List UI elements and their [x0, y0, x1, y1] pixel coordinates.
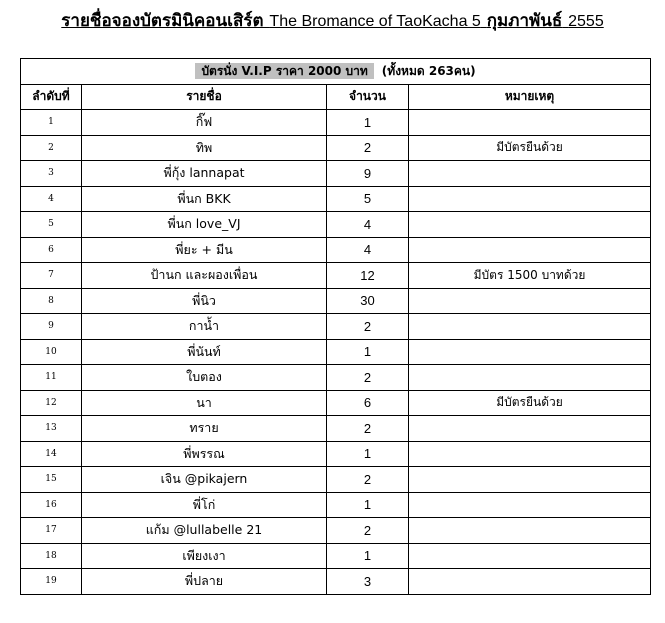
column-header-qty: จำนวน [327, 84, 409, 110]
row-name: นา [82, 390, 327, 416]
row-quantity: 1 [327, 492, 409, 518]
row-quantity: 2 [327, 467, 409, 493]
table-row [21, 365, 651, 391]
table-row [21, 314, 651, 340]
row-note [409, 416, 651, 442]
table-row [21, 416, 651, 442]
table-row [21, 110, 651, 136]
row-number: 12 [21, 390, 82, 416]
row-name: พี่พรรณ [82, 441, 327, 467]
row-number: 14 [21, 441, 82, 467]
row-note [409, 186, 651, 212]
column-header-no: ลำดับที่ [21, 84, 82, 110]
row-number: 3 [21, 161, 82, 187]
row-note [409, 518, 651, 544]
table-row [21, 518, 651, 544]
row-name: พี่นก love_VJ [82, 212, 327, 238]
row-number: 15 [21, 467, 82, 493]
row-name: พี่โก่ [82, 492, 327, 518]
row-quantity: 3 [327, 569, 409, 595]
row-name: เจิน @pikajern [82, 467, 327, 493]
row-quantity: 1 [327, 441, 409, 467]
row-name: พี่ยะ + มีน [82, 237, 327, 263]
row-note [409, 212, 651, 238]
row-name: พี่นันท์ [82, 339, 327, 365]
row-note [409, 492, 651, 518]
table-row [21, 263, 651, 289]
row-number: 11 [21, 365, 82, 391]
row-quantity: 2 [327, 518, 409, 544]
row-quantity: 6 [327, 390, 409, 416]
table-row [21, 492, 651, 518]
table-row [21, 288, 651, 314]
row-name: เพียงเงา [82, 543, 327, 569]
row-name: พี่นก BKK [82, 186, 327, 212]
row-quantity: 1 [327, 339, 409, 365]
row-quantity: 5 [327, 186, 409, 212]
row-note [409, 339, 651, 365]
row-number: 17 [21, 518, 82, 544]
row-name: ป้านก และผองเพื่อน [82, 263, 327, 289]
booking-table [20, 58, 651, 595]
table-row [21, 339, 651, 365]
row-number: 8 [21, 288, 82, 314]
table-row [21, 161, 651, 187]
table-row [21, 237, 651, 263]
row-quantity: 12 [327, 263, 409, 289]
row-name: กาน้ำ [82, 314, 327, 340]
row-quantity: 2 [327, 365, 409, 391]
row-name: แก้ม @lullabelle 21 [82, 518, 327, 544]
ticket-total-count: (ทั้งหมด 263คน) [381, 63, 476, 78]
row-name: ทราย [82, 416, 327, 442]
row-quantity: 4 [327, 237, 409, 263]
row-name: ทิพ [82, 135, 327, 161]
row-name: กิ๊ฟ [82, 110, 327, 136]
row-note [409, 161, 651, 187]
title-year: 2555 [568, 13, 604, 30]
table-row [21, 441, 651, 467]
row-note [409, 237, 651, 263]
row-number: 1 [21, 110, 82, 136]
title-thai-part1: รายชื่อจองบัตรมินิคอนเสิร์ต [61, 11, 264, 31]
document-title [0, 8, 665, 35]
title-thai-part2: กุมภาพันธ์ [486, 11, 563, 31]
ticket-banner-row [21, 59, 651, 85]
column-header-row [21, 84, 651, 110]
row-number: 19 [21, 569, 82, 595]
row-quantity: 9 [327, 161, 409, 187]
row-number: 9 [21, 314, 82, 340]
row-number: 10 [21, 339, 82, 365]
row-number: 4 [21, 186, 82, 212]
row-note: มีบัตรยืนด้วย [409, 135, 651, 161]
row-note [409, 110, 651, 136]
row-note [409, 314, 651, 340]
row-note [409, 467, 651, 493]
row-number: 18 [21, 543, 82, 569]
row-quantity: 1 [327, 543, 409, 569]
row-note [409, 569, 651, 595]
row-note [409, 543, 651, 569]
table-row [21, 212, 651, 238]
row-name: ใบตอง [82, 365, 327, 391]
row-number: 7 [21, 263, 82, 289]
row-quantity: 2 [327, 135, 409, 161]
row-name: พี่ปลาย [82, 569, 327, 595]
table-row [21, 543, 651, 569]
ticket-type-label: บัตรนั่ง V.I.P ราคา 2000 บาท [195, 63, 373, 79]
row-quantity: 1 [327, 110, 409, 136]
row-number: 13 [21, 416, 82, 442]
row-note [409, 365, 651, 391]
row-quantity: 2 [327, 314, 409, 340]
column-header-name: รายชื่อ [82, 84, 327, 110]
table-row [21, 569, 651, 595]
row-number: 5 [21, 212, 82, 238]
row-note [409, 288, 651, 314]
row-quantity: 30 [327, 288, 409, 314]
row-number: 16 [21, 492, 82, 518]
table-row [21, 390, 651, 416]
row-note: มีบัตร 1500 บาทด้วย [409, 263, 651, 289]
row-note: มีบัตรยืนด้วย [409, 390, 651, 416]
row-name: พี่นิว [82, 288, 327, 314]
row-quantity: 4 [327, 212, 409, 238]
booking-rows [21, 110, 651, 595]
table-row [21, 467, 651, 493]
ticket-banner-cell [21, 59, 651, 85]
row-number: 6 [21, 237, 82, 263]
row-quantity: 2 [327, 416, 409, 442]
column-header-note: หมายเหตุ [409, 84, 651, 110]
title-event-name: The Bromance of TaoKacha 5 [269, 13, 481, 30]
row-name: พี่กุ้ง lannapat [82, 161, 327, 187]
row-number: 2 [21, 135, 82, 161]
table-row [21, 186, 651, 212]
row-note [409, 441, 651, 467]
table-row [21, 135, 651, 161]
